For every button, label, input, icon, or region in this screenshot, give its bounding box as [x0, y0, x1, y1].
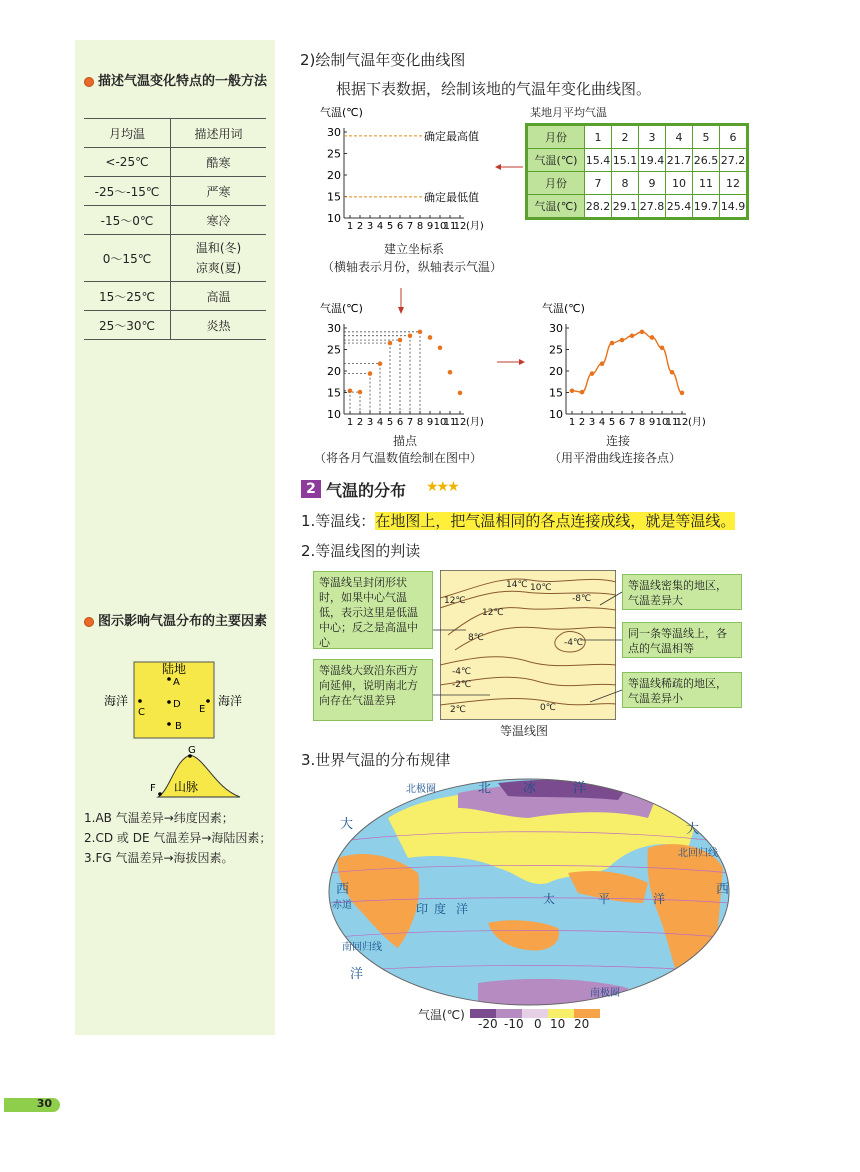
x-tick-label: 1	[346, 221, 354, 232]
table-header: 月均温	[84, 119, 171, 148]
table-cell: 27.8	[639, 195, 666, 218]
table-cell: 15.4	[585, 149, 612, 172]
data-point	[620, 338, 625, 343]
table-cell: 1	[585, 126, 612, 149]
point-label: B	[175, 721, 182, 732]
legend-tick: -20	[478, 1017, 498, 1031]
y-tick-label: 25	[327, 343, 341, 357]
step2-label: 描点	[393, 434, 418, 448]
x-tick-label: 9	[426, 221, 434, 232]
table-cell: 14.9	[720, 195, 747, 218]
x-tick-label: 3	[366, 221, 374, 232]
y-tick-label: 30	[327, 322, 341, 335]
x-tick-label: 12	[453, 221, 467, 232]
table-cell: 29.1	[612, 195, 639, 218]
point-label: E	[199, 704, 206, 715]
monthly-temp-table	[527, 125, 747, 218]
x-tick-label: 11	[443, 417, 457, 428]
x-axis-unit: (月)	[688, 417, 706, 428]
x-tick-label: 7	[628, 417, 636, 428]
table-cell: 26.5	[693, 149, 720, 172]
world-pattern-title: 3.世界气温的分布规律	[301, 751, 451, 769]
mountain-shape	[158, 755, 240, 797]
map-label: 太	[543, 892, 556, 906]
x-tick-label: 1	[346, 417, 354, 428]
x-tick-label: 1	[568, 417, 576, 428]
instruction-text: 根据下表数据，绘制该地的气温年变化曲线图。	[336, 80, 652, 98]
land-label: 陆地	[161, 662, 187, 676]
arrow-left-icon	[495, 160, 525, 174]
y-axis-title: 气温(℃)	[320, 106, 363, 119]
isotherm-caption: 等温线图	[500, 724, 549, 738]
legend-label: 气温(℃)	[418, 1008, 465, 1022]
y-tick-label: 20	[549, 365, 563, 378]
x-tick-label: 10	[655, 417, 669, 428]
legend-tick: 10	[550, 1017, 566, 1031]
x-tick-label: 5	[386, 417, 394, 428]
x-tick-label: 11	[443, 221, 457, 232]
isotherm-definition: 1.等温线：在地图上，把气温相同的各点连接成线，就是等温线。	[301, 512, 736, 530]
x-tick-label: 2	[356, 417, 364, 428]
step1-note: （横轴表示月份，纵轴表示气温）	[322, 260, 503, 274]
x-axis-unit: (月)	[466, 221, 484, 232]
x-tick-label: 5	[386, 221, 394, 232]
min-label: 确定最低值	[424, 190, 479, 204]
map-label: 北	[478, 781, 492, 796]
table-cell: -25～-15℃	[84, 177, 171, 206]
x-tick-label: 3	[366, 417, 374, 428]
data-point	[630, 333, 635, 338]
table-cell: 10	[666, 172, 693, 195]
data-point	[680, 391, 685, 396]
y-tick-label: 15	[549, 386, 563, 400]
isotherm-label: -8℃	[572, 594, 592, 604]
data-point	[438, 345, 443, 350]
x-tick-label: 11	[665, 417, 679, 428]
table-cell: 28.2	[585, 195, 612, 218]
isotherm-label: 10℃	[530, 583, 552, 593]
box-dense-isotherm: 等温线密集的地区，气温差异大	[622, 574, 742, 610]
table-cell: 15.1	[612, 149, 639, 172]
isotherm-label: -4℃	[452, 667, 472, 677]
table-cell: 3	[639, 126, 666, 149]
box-sparse-isotherm: 等温线稀疏的地区，气温差异小	[622, 672, 742, 708]
point-label: D	[173, 699, 181, 710]
x-tick-label: 2	[356, 221, 364, 232]
x-tick-label: 6	[396, 221, 404, 232]
x-tick-label: 4	[598, 417, 606, 428]
point-label: C	[138, 707, 145, 718]
point-label: F	[150, 783, 156, 794]
map-label: 度	[434, 902, 447, 916]
y-tick-label: 30	[327, 126, 341, 139]
axes-chart	[318, 104, 498, 234]
section-badge: 2	[301, 480, 321, 498]
isotherm-label: 2℃	[450, 705, 466, 715]
section-title-distribution: 气温的分布	[326, 481, 407, 500]
map-label: 南极圈	[590, 988, 620, 999]
x-tick-label: 9	[426, 417, 434, 428]
data-point	[670, 370, 675, 375]
x-tick-label: 8	[416, 221, 424, 232]
map-label: 洋	[573, 781, 587, 796]
table-cell: 4	[666, 126, 693, 149]
points-chart	[318, 300, 498, 430]
table-cell: 7	[585, 172, 612, 195]
data-point	[660, 345, 665, 350]
point-dot	[167, 722, 171, 726]
sidebar-title-factors: 图示影响气温分布的主要因素	[84, 612, 269, 632]
map-label: 洋	[456, 902, 469, 916]
legend-tick: -10	[504, 1017, 524, 1031]
map-label: 大	[686, 822, 700, 837]
x-tick-label: 4	[376, 221, 384, 232]
isotherm-reading-title: 2.等温线图的判读	[301, 542, 421, 560]
isotherm-label: -2℃	[452, 680, 472, 690]
table-cell: 11	[693, 172, 720, 195]
mountain-label: 山脉	[174, 780, 199, 794]
table-cell: 12	[720, 172, 747, 195]
y-tick-label: 20	[327, 169, 341, 182]
data-point	[408, 333, 413, 338]
data-point	[640, 330, 645, 335]
bullet-icon	[84, 77, 94, 87]
page-number-tab	[4, 1098, 60, 1112]
map-label: 洋	[350, 967, 364, 982]
world-temperature-map	[328, 778, 730, 1006]
star-rating-icon: ★★★	[426, 479, 458, 495]
data-point	[600, 361, 605, 366]
table-header: 气温(℃)	[528, 195, 585, 218]
isotherm-label: 0℃	[540, 703, 556, 713]
map-label: 大	[340, 817, 354, 832]
y-axis-title: 气温(℃)	[542, 302, 585, 315]
table-cell: 5	[693, 126, 720, 149]
table-header: 描述用词	[171, 119, 267, 148]
x-tick-label: 10	[433, 221, 447, 232]
y-tick-label: 10	[327, 212, 341, 225]
box-closed-isotherm: 等温线呈封闭形状时，如果中心气温低，表示这里是低温中心；反之是高温中心	[313, 571, 433, 649]
legend-tick: 0	[534, 1017, 542, 1031]
isotherm-label: 8℃	[468, 633, 484, 643]
data-point	[448, 370, 453, 375]
table-cell: 9	[639, 172, 666, 195]
x-tick-label: 10	[433, 417, 447, 428]
table-cell: 8	[612, 172, 639, 195]
x-tick-label: 7	[406, 417, 414, 428]
map-label: 北回归线	[678, 848, 718, 859]
box-same-isotherm: 同一条等温线上，各点的气温相等	[622, 622, 742, 658]
y-tick-label: 25	[327, 147, 341, 161]
map-label: 西	[716, 882, 730, 897]
y-axis-title: 气温(℃)	[320, 302, 363, 315]
factor-notes	[84, 808, 274, 868]
table-cell: 高温	[171, 282, 267, 311]
point-label: G	[188, 745, 196, 756]
step3-note: （用平滑曲线连接各点）	[549, 451, 682, 465]
table-cell: 0～15℃	[84, 235, 171, 282]
section-title-curve: 2)绘制气温年变化曲线图	[300, 51, 466, 69]
point-label: A	[173, 677, 180, 688]
data-point	[428, 335, 433, 340]
map-label: 赤道	[332, 900, 352, 911]
temperature-word-table	[84, 118, 266, 340]
line-chart	[540, 300, 720, 430]
isotherm-label: 12℃	[444, 596, 466, 606]
point-dot	[138, 699, 142, 703]
table-cell: 19.7	[693, 195, 720, 218]
table-cell: 25～30℃	[84, 311, 171, 340]
y-tick-label: 30	[549, 322, 563, 335]
step2-note: （将各月气温数值绘制在图中）	[314, 451, 483, 465]
data-point	[458, 391, 463, 396]
y-tick-label: 15	[327, 190, 341, 204]
map-label: 洋	[653, 892, 666, 906]
point-dot	[167, 700, 171, 704]
map-label: 西	[336, 882, 350, 897]
data-point	[398, 338, 403, 343]
bullet-icon	[84, 617, 94, 627]
point-dot	[167, 677, 171, 681]
data-point	[650, 335, 655, 340]
x-tick-label: 6	[396, 417, 404, 428]
table-cell: 寒冷	[171, 206, 267, 235]
y-tick-label: 10	[327, 408, 341, 421]
data-point	[378, 361, 383, 366]
table-header: 月份	[528, 172, 585, 195]
x-tick-label: 6	[618, 417, 626, 428]
table-cell: 2	[612, 126, 639, 149]
data-point	[610, 341, 615, 346]
isotherm-label: -4℃	[564, 638, 584, 648]
table-cell: 25.4	[666, 195, 693, 218]
table-header: 月份	[528, 126, 585, 149]
data-point	[580, 390, 585, 395]
box-east-west-isotherm: 等温线大致沿东西方向延伸，说明南北方向存在气温差异	[313, 659, 433, 721]
table-cell: 酷寒	[171, 148, 267, 177]
table-cell: 温和(冬) 凉爽(夏)	[171, 235, 267, 282]
table-cell: 6	[720, 126, 747, 149]
x-tick-label: 12	[675, 417, 689, 428]
map-label: 北极圈	[406, 784, 436, 795]
x-tick-label: 3	[588, 417, 596, 428]
x-axis-unit: (月)	[466, 417, 484, 428]
arrow-right-icon	[495, 355, 525, 369]
data-point	[590, 371, 595, 376]
x-tick-label: 12	[453, 417, 467, 428]
page-number: 30	[36, 1097, 52, 1110]
y-tick-label: 15	[327, 386, 341, 400]
table-cell: 15～25℃	[84, 282, 171, 311]
x-tick-label: 4	[376, 417, 384, 428]
isotherm-label: 14℃	[506, 580, 528, 590]
table-cell: 19.4	[639, 149, 666, 172]
factors-diagram	[100, 660, 260, 805]
table-cell: 炎热	[171, 311, 267, 340]
x-tick-label: 8	[416, 417, 424, 428]
series-line	[572, 332, 682, 393]
factor-note: 2.CD 或 DE 气温差异→海陆因素；	[84, 831, 272, 845]
x-tick-label: 2	[578, 417, 586, 428]
table-cell: <-25℃	[84, 148, 171, 177]
data-point	[418, 330, 423, 335]
x-tick-label: 7	[406, 221, 414, 232]
map-label: 冰	[523, 781, 537, 796]
table-title: 某地月平均气温	[530, 106, 607, 119]
x-tick-label: 5	[608, 417, 616, 428]
y-tick-label: 10	[549, 408, 563, 421]
data-point	[388, 341, 393, 346]
table-cell: 27.2	[720, 149, 747, 172]
isotherm-label: 12℃	[482, 608, 504, 618]
y-tick-label: 20	[327, 365, 341, 378]
max-label: 确定最高值	[424, 129, 479, 143]
ocean-right-label: 海洋	[218, 694, 243, 708]
point-dot	[158, 792, 162, 796]
step1-label: 建立坐标系	[384, 242, 445, 256]
factor-note: 3.FG 气温差异→海拔因素。	[84, 851, 234, 865]
y-tick-label: 25	[549, 343, 563, 357]
pointer-lines	[430, 580, 630, 720]
factor-note: 1.AB 气温差异→纬度因素；	[84, 811, 234, 825]
x-tick-label: 8	[638, 417, 646, 428]
x-tick-label: 9	[648, 417, 656, 428]
table-cell: 21.7	[666, 149, 693, 172]
point-dot	[206, 699, 210, 703]
table-cell: 严寒	[171, 177, 267, 206]
legend-tick: 20	[574, 1017, 590, 1031]
map-label: 平	[598, 892, 611, 906]
table-cell: -15～0℃	[84, 206, 171, 235]
map-label: 南回归线	[342, 942, 382, 953]
ocean-left-label: 海洋	[104, 694, 129, 708]
data-point	[570, 388, 575, 393]
data-point	[368, 371, 373, 376]
map-label: 印	[416, 902, 429, 916]
step3-label: 连接	[606, 434, 631, 448]
data-point	[358, 390, 363, 395]
sidebar-title-method: 描述气温变化特点的一般方法	[84, 72, 269, 92]
table-header: 气温(℃)	[528, 149, 585, 172]
